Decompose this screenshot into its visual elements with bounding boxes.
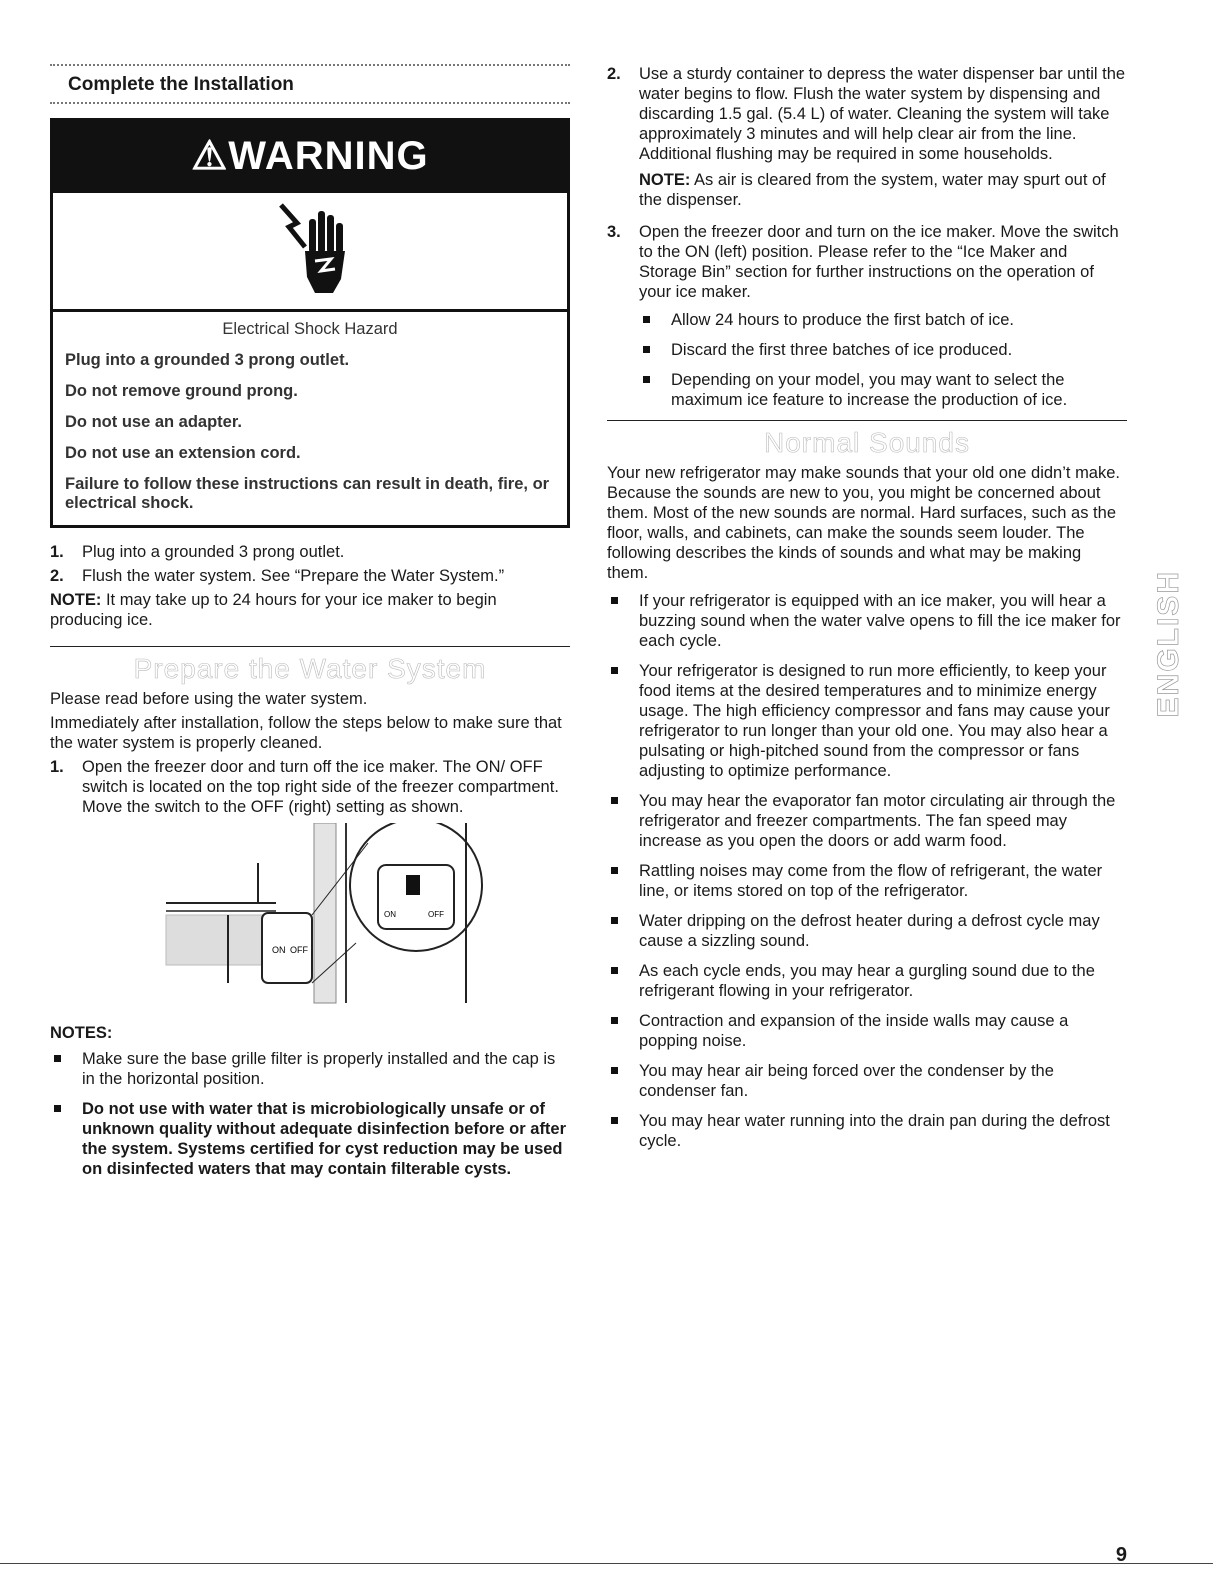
bullet-icon (54, 1055, 61, 1062)
warning-line: Plug into a grounded 3 prong outlet. (65, 351, 350, 369)
section-divider (607, 420, 1127, 421)
list-item (639, 340, 1127, 360)
step-text: Flush the water system. See “Prepare the Water System.” (82, 567, 505, 585)
list-item (639, 310, 1127, 330)
list-item (639, 370, 1127, 410)
list-item (607, 911, 1127, 951)
bullet-icon (611, 797, 618, 804)
bullet-text: Allow 24 hours to produce the first batch of ice. (671, 311, 1015, 329)
sound-text: Contraction and expansion of the inside walls may cause a popping noise. (639, 1012, 1069, 1050)
section-divider (50, 646, 570, 647)
step-number: 2. (607, 65, 621, 83)
list-item (607, 1061, 1127, 1101)
step-text: Plug into a grounded 3 prong outlet. (82, 543, 345, 561)
warning-body (53, 312, 567, 525)
sound-text: Rattling noises may come from the flow of refrigerant, the water line, or items stored on top of the refrigerator. (639, 862, 1103, 900)
hazard-title: Electrical Shock Hazard (222, 320, 398, 338)
bullet-text: Discard the first three batches of ice produced. (671, 341, 1013, 359)
left-column (50, 64, 570, 1189)
list-item (607, 222, 1127, 410)
step-text: Open the freezer door and turn off the ice maker. The ON/ OFF switch is located on the top right side of the freezer compartment. Move the switch to the OFF (right) setting as shown. (82, 758, 559, 816)
step2-note (639, 170, 1127, 210)
list-item (50, 1099, 570, 1179)
prepare-steps (50, 757, 570, 817)
page-bottom-rule (0, 1563, 1213, 1564)
language-tab-text: ENGLISH (1152, 570, 1185, 718)
list-item (607, 1111, 1127, 1151)
ice-maker-switch-illustration (156, 823, 496, 1013)
sound-text: You may hear the evaporator fan motor circulating air through the refrigerator and freezer compartments. The fan speed may increase as you open the doors or add warm food. (639, 792, 1116, 850)
shock-hazard-area (53, 193, 567, 312)
notes-list (50, 1049, 570, 1179)
warning-line: Do not remove ground prong. (65, 382, 298, 400)
header-rule-top (50, 64, 570, 66)
figure-on-label-zoom: ON (384, 910, 396, 919)
sounds-list (607, 591, 1127, 1151)
bullet-icon (611, 667, 618, 674)
list-item (607, 791, 1127, 851)
list-item (607, 861, 1127, 901)
notes-label: NOTES: (50, 1024, 113, 1042)
step-number: 1. (50, 758, 64, 776)
header-rule-bottom (50, 102, 570, 104)
sounds-title: Normal Sounds (764, 427, 970, 458)
step3-bullets (639, 310, 1127, 410)
bullet-icon (611, 917, 618, 924)
list-item (50, 757, 570, 817)
list-item (607, 64, 1127, 210)
bullet-icon (611, 1017, 618, 1024)
bullet-icon (643, 376, 650, 383)
list-item (50, 542, 570, 562)
note-text: As air is cleared from the system, water may spurt out of the dispenser. (639, 171, 1106, 209)
warning-line: Do not use an extension cord. (65, 444, 301, 462)
figure-off-label: OFF (290, 945, 308, 955)
note-text: Make sure the base grille filter is properly installed and the cap is in the horizontal position. (82, 1050, 556, 1088)
step-number: 2. (50, 567, 64, 585)
list-item (50, 1049, 570, 1089)
step-text: Open the freezer door and turn on the ice maker. Move the switch to the ON (left) position. Please refer to the “Ice Maker and Storage Bin” section for further instructions on the operation of your ice maker. (639, 223, 1119, 301)
language-side-tab (1152, 570, 1184, 820)
step-text: Use a sturdy container to depress the water dispenser bar until the water begins to flow. Flush the water system by dispensing and discarding 1.5 gal. (5.4 L) of water. Cleaning the system will take approximately 3 minutes and will help clear air from the line. Additional flushing may be required in some households. (639, 65, 1126, 163)
page-title: Complete the Installation (68, 74, 294, 95)
bullet-icon (611, 1067, 618, 1074)
page-number: 9 (1115, 1544, 1127, 1566)
figure-on-label: ON (272, 945, 286, 955)
warning-heading (53, 121, 567, 193)
install-steps (50, 542, 570, 586)
sound-text: You may hear air being forced over the condenser by the condenser fan. (639, 1062, 1054, 1100)
electric-shock-hand-icon (275, 201, 355, 301)
list-item (50, 566, 570, 586)
bullet-text: Depending on your model, you may want to select the maximum ice feature to increase the production of ice. (671, 371, 1068, 409)
step-number: 3. (607, 223, 621, 241)
figure-off-label-zoom: OFF (428, 910, 444, 919)
note-text: Do not use with water that is microbiologically unsafe or of unknown quality without adequate disinfection before or after the system. Systems certified for cyst reduction may be used on disinfected waters that may contain filterable cysts. (82, 1100, 567, 1178)
bullet-icon (643, 316, 650, 323)
warning-triangle-icon: ⚠ (191, 134, 229, 178)
bullet-icon (643, 346, 650, 353)
note-label: NOTE: (50, 591, 102, 609)
sound-text: Your refrigerator is designed to run more efficiently, to keep your food items at the desired temperatures and to minimize energy usage. The high efficiency compressor and fans may cause your refrigerator to run longer than your old one. You may also hear a pulsating or high-pitched sound from the compressor or fans adjusting to optimize performance. (639, 662, 1110, 780)
bullet-icon (611, 867, 618, 874)
prepare-title: Prepare the Water System (133, 653, 487, 684)
prepare-steps-continued (607, 64, 1127, 410)
sound-text: As each cycle ends, you may hear a gurgling sound due to the refrigerant flowing in your refrigerator. (639, 962, 1095, 1000)
ice-maker-switch-figure (156, 823, 496, 1013)
right-column (607, 64, 1127, 1161)
warning-line: Do not use an adapter. (65, 413, 242, 431)
bullet-icon (611, 1117, 618, 1124)
bullet-icon (54, 1105, 61, 1112)
note-label: NOTE: (639, 171, 691, 189)
sound-text: Water dripping on the defrost heater during a defrost cycle may cause a sizzling sound. (639, 912, 1100, 950)
warning-heading-text: WARNING (228, 134, 429, 178)
prepare-intro-1: Please read before using the water system. (50, 690, 368, 708)
list-item (607, 591, 1127, 651)
note-text: It may take up to 24 hours for your ice maker to begin producing ice. (50, 591, 497, 629)
sounds-intro: Your new refrigerator may make sounds that your old one didn’t make. Because the sounds are new to you, you might be concerned about them. Most of the new sounds are normal. Hard surfaces, such as the floor, walls, and cabinets, can make the sounds seem louder. The following describes the kinds of sounds and what may be making them. (607, 464, 1120, 582)
prepare-intro-2: Immediately after installation, follow the steps below to make sure that the water system is properly cleaned. (50, 714, 562, 752)
list-item (607, 661, 1127, 781)
bullet-icon (611, 597, 618, 604)
step-number: 1. (50, 543, 64, 561)
sound-text: If your refrigerator is equipped with an ice maker, you will hear a buzzing sound when the water valve opens to fill the ice maker for each cycle. (639, 592, 1121, 650)
list-item (607, 961, 1127, 1001)
install-note (50, 590, 570, 630)
bullet-icon (611, 967, 618, 974)
warning-box (50, 118, 570, 528)
sound-text: You may hear water running into the drain pan during the defrost cycle. (639, 1112, 1110, 1150)
list-item (607, 1011, 1127, 1051)
warning-line: Failure to follow these instructions can result in death, fire, or electrical shock. (65, 475, 550, 512)
